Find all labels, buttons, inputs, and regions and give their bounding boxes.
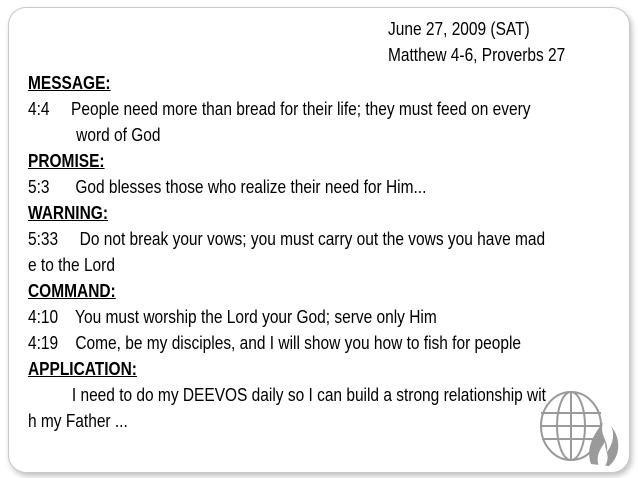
warning-ref: 5:33: [28, 229, 80, 249]
command-verse-2: [28, 330, 609, 356]
message-text: People need more than bread for their life; they must feed on every: [71, 99, 531, 119]
application-heading: APPLICATION:: [28, 359, 137, 379]
command-text-2: Come, be my disciples, and I will show you how to fish for people: [75, 333, 522, 353]
command-ref-2: 4:19: [28, 333, 76, 353]
command-text-1: You must worship the Lord your God; serve only Him: [75, 307, 437, 327]
slide-header: [388, 16, 565, 68]
warning-heading: WARNING:: [28, 203, 108, 223]
message-ref: 4:4: [28, 99, 72, 119]
warning-verse: [28, 226, 609, 252]
promise-ref: 5:3: [28, 177, 76, 197]
command-verse-1: [28, 304, 609, 330]
command-ref-1: 4:10: [28, 307, 76, 327]
warning-text-continued: e to the Lord: [28, 255, 115, 275]
date-line: June 27, 2009 (SAT): [388, 19, 530, 39]
message-text-continued: word of God: [76, 125, 161, 145]
message-heading: MESSAGE:: [28, 73, 111, 93]
promise-text: God blesses those who realize their need for Him...: [75, 177, 427, 197]
devotion-content: [28, 70, 609, 434]
warning-text: Do not break your vows; you must carry out the vows you have mad: [79, 229, 546, 249]
passages-line: Matthew 4-6, Proverbs 27: [388, 45, 566, 65]
command-heading: COMMAND:: [28, 281, 116, 301]
application-text: I need to do my DEEVOS daily so I can build a strong relationship wit: [71, 385, 546, 405]
promise-verse: [28, 174, 609, 200]
promise-heading: PROMISE:: [28, 151, 105, 171]
slide-frame: [8, 7, 630, 473]
application-text-continued: h my Father ...: [28, 411, 128, 431]
message-verse: [28, 96, 609, 122]
